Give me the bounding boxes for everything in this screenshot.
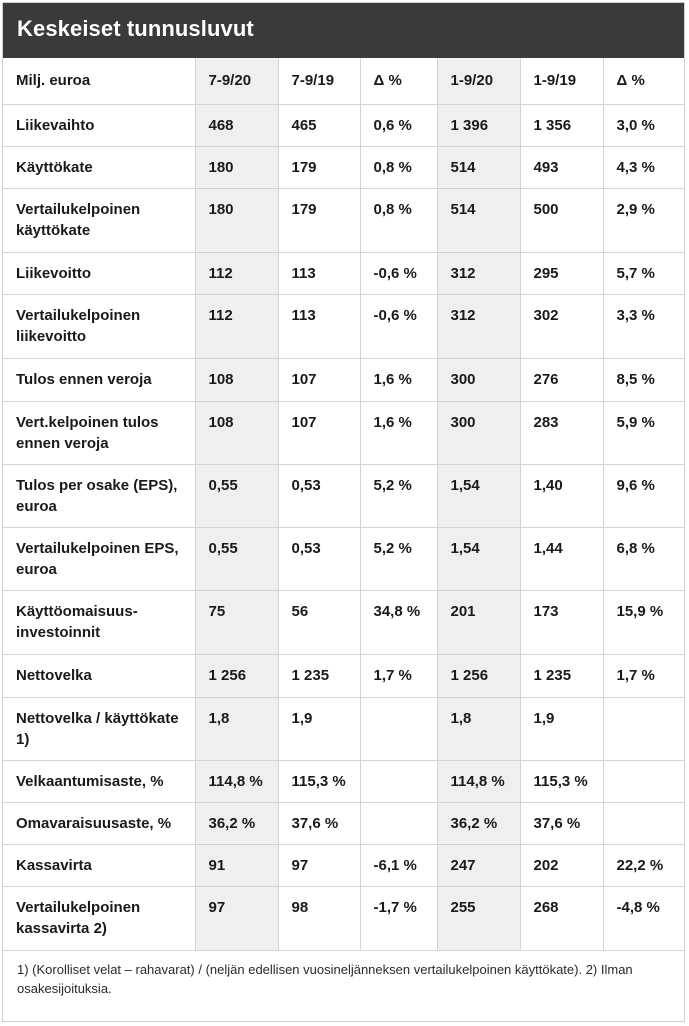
table-cell: 36,2 % [437,802,520,844]
table-cell: 0,53 [278,464,360,527]
table-cell: 107 [278,358,360,401]
table-cell: 108 [195,358,278,401]
header-cell: 7-9/20 [195,58,278,104]
table-cell: 268 [520,886,603,950]
table-cell: 97 [278,844,360,886]
row-label: Liikevaihto [3,104,195,146]
row-label: Omavaraisuusaste, % [3,802,195,844]
table-row [3,802,684,844]
table-cell: 3,3 % [603,294,684,358]
table-cell: 1,7 % [360,654,437,697]
table-cell: 173 [520,590,603,654]
header-cell: 1-9/19 [520,58,603,104]
table-cell: 8,5 % [603,358,684,401]
table-cell [360,802,437,844]
table-cell: 75 [195,590,278,654]
table-cell: 5,2 % [360,464,437,527]
table-cell: 91 [195,844,278,886]
table-row [3,886,684,950]
table-cell: 312 [437,294,520,358]
table-cell: 2,9 % [603,188,684,252]
table-cell: 514 [437,146,520,188]
table-cell: 114,8 % [437,760,520,802]
table-cell: 179 [278,146,360,188]
row-label: Käyttöomaisuus-investoinnit [3,590,195,654]
table-cell: 312 [437,252,520,294]
table-cell: -4,8 % [603,886,684,950]
table-cell [603,697,684,760]
table-cell: 1,40 [520,464,603,527]
row-label: Nettovelka / käyttökate 1) [3,697,195,760]
table-cell: -6,1 % [360,844,437,886]
table-cell: 1,6 % [360,358,437,401]
table-cell: 1,44 [520,527,603,590]
table-row [3,527,684,590]
key-figures-table-container [2,2,685,1022]
table-cell: 5,9 % [603,401,684,464]
table-row [3,697,684,760]
table-cell [360,697,437,760]
table-cell: 9,6 % [603,464,684,527]
row-label: Tulos ennen veroja [3,358,195,401]
row-label: Tulos per osake (EPS), euroa [3,464,195,527]
table-cell: 22,2 % [603,844,684,886]
table-cell: 255 [437,886,520,950]
row-label: Vertailukelpoinen EPS, euroa [3,527,195,590]
table-cell: 1,9 [520,697,603,760]
table-cell: 300 [437,358,520,401]
table-cell: 1 235 [520,654,603,697]
table-cell: 179 [278,188,360,252]
table-cell: -0,6 % [360,252,437,294]
table-row [3,104,684,146]
table-cell: 37,6 % [278,802,360,844]
table-cell: 465 [278,104,360,146]
table-row [3,654,684,697]
table-cell: 115,3 % [520,760,603,802]
row-label: Vert.kelpoinen tulos ennen veroja [3,401,195,464]
table-cell: 0,55 [195,464,278,527]
row-label: Kassavirta [3,844,195,886]
table-cell: 107 [278,401,360,464]
table-cell: -0,6 % [360,294,437,358]
table-cell: 3,0 % [603,104,684,146]
row-label: Velkaantumisaste, % [3,760,195,802]
row-label: Vertailukelpoinen liikevoitto [3,294,195,358]
key-figures-table [3,58,684,951]
table-cell: 247 [437,844,520,886]
table-cell: 180 [195,146,278,188]
table-row [3,358,684,401]
table-cell: 1,7 % [603,654,684,697]
row-label: Käyttökate [3,146,195,188]
table-cell [360,760,437,802]
table-cell: 56 [278,590,360,654]
table-row [3,401,684,464]
table-cell: 36,2 % [195,802,278,844]
table-cell: 302 [520,294,603,358]
table-cell: 0,55 [195,527,278,590]
footnote: 1) (Korolliset velat – rahavarat) / (neljän edellisen vuosineljänneksen vertailukelpoinen käyttökate). 2) Ilman osakesijoituksia. [17,961,633,996]
table-cell: 5,7 % [603,252,684,294]
table-cell: 113 [278,252,360,294]
header-cell: 1-9/20 [437,58,520,104]
table-cell: 6,8 % [603,527,684,590]
table-cell: 295 [520,252,603,294]
table-cell: 1,54 [437,464,520,527]
table-cell: 1,6 % [360,401,437,464]
table-cell: 500 [520,188,603,252]
table-cell: 276 [520,358,603,401]
table-row [3,188,684,252]
table-cell: 5,2 % [360,527,437,590]
table-cell: 108 [195,401,278,464]
table-row [3,844,684,886]
table-row [3,146,684,188]
row-label: Vertailukelpoinen kassavirta 2) [3,886,195,950]
table-cell: -1,7 % [360,886,437,950]
table-row [3,252,684,294]
row-label: Liikevoitto [3,252,195,294]
table-cell: 112 [195,252,278,294]
table-cell: 1 235 [278,654,360,697]
table-row [3,294,684,358]
table-cell: 15,9 % [603,590,684,654]
table-body [3,58,684,950]
table-cell: 180 [195,188,278,252]
table-row [3,760,684,802]
table-cell: 1,8 [195,697,278,760]
table-cell: 514 [437,188,520,252]
table-cell: 1,54 [437,527,520,590]
table-cell [603,802,684,844]
table-cell: 98 [278,886,360,950]
header-cell: 7-9/19 [278,58,360,104]
table-cell: 112 [195,294,278,358]
table-cell: 113 [278,294,360,358]
table-cell: 1 356 [520,104,603,146]
table-cell: 202 [520,844,603,886]
table-cell: 0,6 % [360,104,437,146]
header-cell: Δ % [603,58,684,104]
table-cell: 1 396 [437,104,520,146]
table-cell: 1 256 [195,654,278,697]
table-cell: 283 [520,401,603,464]
header-cell: Δ % [360,58,437,104]
table-cell: 1 256 [437,654,520,697]
table-cell: 1,9 [278,697,360,760]
table-cell: 4,3 % [603,146,684,188]
table-header-row [3,58,684,104]
table-cell [603,760,684,802]
row-label: Nettovelka [3,654,195,697]
table-cell: 114,8 % [195,760,278,802]
table-cell: 1,8 [437,697,520,760]
table-cell: 493 [520,146,603,188]
table-cell: 0,53 [278,527,360,590]
table-cell: 34,8 % [360,590,437,654]
title-bar [3,3,684,58]
table-cell: 97 [195,886,278,950]
table-cell: 37,6 % [520,802,603,844]
header-cell: Milj. euroa [3,58,195,104]
row-label: Vertailukelpoinen käyttökate [3,188,195,252]
table-cell: 0,8 % [360,146,437,188]
table-cell: 115,3 % [278,760,360,802]
page-title: Keskeiset tunnusluvut [17,16,254,41]
table-row [3,464,684,527]
table-cell: 201 [437,590,520,654]
table-row [3,590,684,654]
table-cell: 0,8 % [360,188,437,252]
table-cell: 300 [437,401,520,464]
table-cell: 468 [195,104,278,146]
